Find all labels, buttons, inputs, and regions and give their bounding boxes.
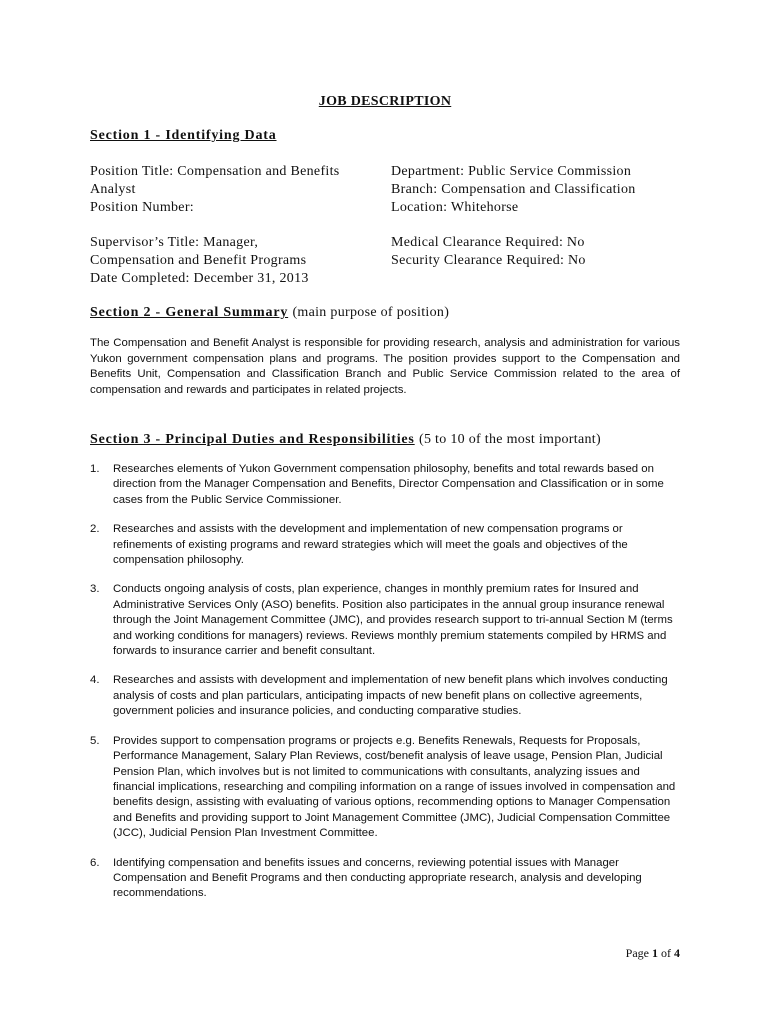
- list-item: [90, 673, 680, 719]
- list-item: [90, 856, 680, 902]
- position-number-line: Position Number:: [90, 200, 194, 215]
- general-summary-text: The Compensation and Benefit Analyst is responsible for providing research, analysis and administration for various Yukon government compensation plans and programs. The position provides support to the Compensation and Benefits Unit, Compensation and Classification Branch and Public Service Commission related to the area of compensation and rewards and participates in related projects.: [90, 337, 680, 396]
- section2-note: (main purpose of position): [292, 305, 450, 320]
- item-number: 1.: [90, 463, 100, 475]
- branch-line: Branch: Compensation and Classification: [391, 182, 636, 197]
- section1-right-block-2: [391, 234, 586, 270]
- item-text: Researches and assists with the development and implementation of new compensation programs or refinements of existing programs and reward strategies which will meet the goals and objectives of the compensation philosophy.: [113, 523, 628, 567]
- of-word: of: [661, 946, 671, 960]
- position-title-line: Position Title: Compensation and Benefits: [90, 164, 340, 179]
- section1-heading: Section 1 - Identifying Data: [90, 128, 277, 143]
- section3-heading: Section 3 - Principal Duties and Responsibilities (5 to 10 of the most important): [90, 432, 601, 447]
- department-line: Department: Public Service Commission: [391, 164, 632, 179]
- section1-left-block-1: [90, 163, 340, 217]
- item-number: 5.: [90, 734, 100, 747]
- section1-left-block-2: [90, 234, 309, 288]
- list-item: [90, 734, 680, 842]
- position-title-cont: Analyst: [90, 182, 136, 197]
- section2-heading: Section 2 - General Summary (main purpose of position): [90, 305, 450, 320]
- list-item: [90, 582, 680, 659]
- list-item: [90, 462, 680, 508]
- section1-right-block-1: [391, 163, 636, 217]
- section3-note: (5 to 10 of the most important): [418, 432, 601, 447]
- location-line: Location: Whitehorse: [391, 200, 519, 215]
- item-number: 3.: [90, 583, 100, 596]
- item-number: 4.: [90, 674, 100, 687]
- supervisor-title-line: Supervisor’s Title: Manager,: [90, 235, 259, 250]
- item-text: Provides support to compensation programs or projects e.g. Benefits Renewals, Requests for Proposals, Performance Management, Salary Plan Reviews, cost/benefit analysis of leave usage, Pension Plan, Judicial Pension Plan, which involves but is not limited to communications with consultants, analyzing issues and financial implications, researching and compiling information on a range of issues involved in compensation and benefits design, assisting with evaluating of various options, recommending options to Manager Compensation and Benefits and providing support to Joint Management Committee (JMC), Judicial Compensation Committee (JCC), Judicial Pension Plan Investment Committee.: [113, 734, 676, 840]
- page-number: 1: [652, 946, 658, 960]
- item-text: Conducts ongoing analysis of costs, plan experience, changes in monthly premium rates for Insured and Administrative Services Only (ASO) benefits. Position also participates in the annual group insurance renewal through the Joint Management Committee (JMC), and provides research support to tri-annual Section M (terms and working conditions for managers) reviews. Reviews monthly premium statements compiled by HRMS and forwards to insurance carrier and benefit consultant.: [113, 583, 673, 658]
- item-number: 2.: [90, 523, 100, 536]
- page-word: Page: [625, 946, 649, 960]
- item-number: 6.: [90, 856, 100, 869]
- page-total: 4: [674, 946, 680, 960]
- document-title: JOB DESCRIPTION: [318, 94, 452, 109]
- medical-clearance-line: Medical Clearance Required: No: [391, 235, 585, 250]
- duties-list: [90, 462, 680, 916]
- page-indicator: [626, 946, 680, 961]
- item-text: Researches elements of Yukon Government compensation philosophy, benefits and total rewards based on direction from the Manager Compensation and Benefits, Director Compensation and Classification or in some cases from the Public Service Commissioner.: [113, 463, 664, 506]
- item-text: Researches and assists with development and implementation of new benefit plans which involves conducting analysis of costs and plan particulars, anticipating impacts of new benefit plans on collective agreements, government policies and insurance policies, and conducting comparative studies.: [113, 674, 668, 718]
- date-completed-line: Date Completed: December 31, 2013: [90, 271, 309, 286]
- supervisor-title-cont: Compensation and Benefit Programs: [90, 253, 307, 268]
- security-clearance-line: Security Clearance Required: No: [391, 253, 586, 268]
- item-text: Identifying compensation and benefits issues and concerns, reviewing potential issues with Manager Compensation and Benefit Programs and then conducting appropriate research, analysis and developing recommendations.: [113, 856, 642, 900]
- list-item: [90, 522, 680, 568]
